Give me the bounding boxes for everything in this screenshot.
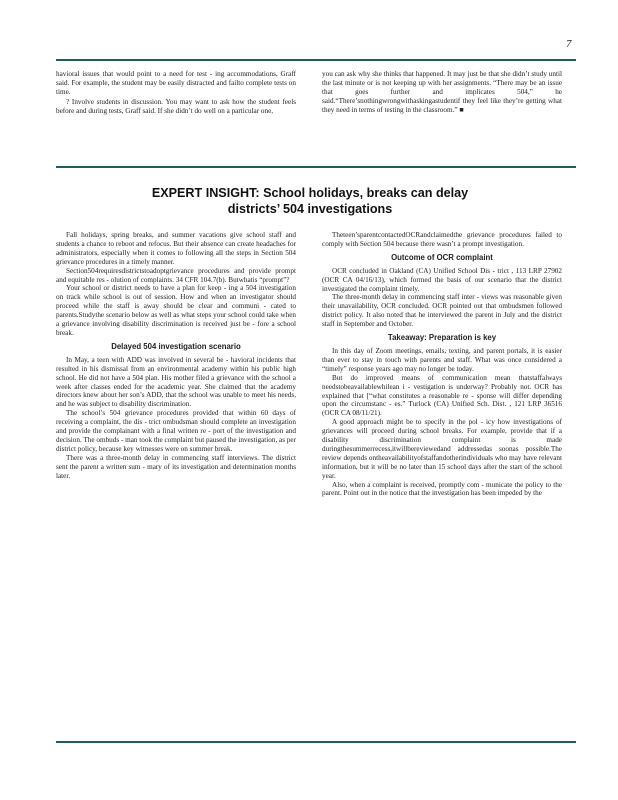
article-right-column — [322, 231, 562, 498]
body-paragraph: A good approach might be to specify in the pol - icy how investigations of grievances will proceed during school breaks. For example, provide that if a disability discrimination complaint is made duringthesummerrecess,itwillbereviewedand addressedas soonas possible.The review depends ontheavailabilityofstaffandotherindividuals who may have relevant information, but it will be no later than 15 school days after the start of the school year. — [322, 418, 562, 480]
body-paragraph: Your school or district needs to have a plan for keep - ing a 504 investigation on track while school is out of session. How and when an investigator should proceed while the staff is away should be clear and communi - cated to parents.Studythe scenario below as well as what steps your school could take when a grievance involving disability discrimination is received just be - fore a school break. — [56, 284, 296, 337]
page-number: 7 — [566, 38, 572, 50]
top-right-paragraph: you can ask why she thinks that happened. It may just be that she didn’t study until the last minute or is not keeping up with her assignments. “There may be an issue that goes further and implicates 504,” he said.“There’snothingwrongwithaskingastudentif they feel like they’re getting what they need in terms of testing in the classroom.” ■ — [322, 70, 562, 114]
section-heading: Outcome of OCR complaint — [391, 252, 493, 262]
article-title — [100, 186, 520, 217]
top-left-column — [56, 70, 296, 116]
section-rule — [56, 166, 576, 168]
body-paragraph: Theteen’sparentcontactedOCRandclaimedthe grievance procedures failed to comply with Section 504 because there wasn’t a prompt investigation. — [322, 231, 562, 248]
body-paragraph: The three-month delay in commencing staff inter - views was reasonable given their unavailability, OCR concluded. OCR pointed out that ombudsmen followed district policy. It also noted that he interviewed the parent in July and the district staff in September and October. — [322, 293, 562, 329]
body-paragraph: Section504requiresdistrictstoadoptgrievance procedures and provide prompt and equitable res - olution of complaints. 34 CFR 104.7(b). Butwhatis “prompt”? — [56, 266, 296, 284]
top-right-column — [322, 70, 562, 115]
top-left-paragraph: ? Involve students in discussion. You may want to ask how the student feels before and during tests, Graff said. If she didn’t do well on a particular one, — [56, 97, 296, 115]
body-paragraph: There was a three-month delay in commencing staff interviews. The district sent the parent a written sum - mary of its investigation and determination months later. — [56, 453, 296, 480]
body-paragraph: Also, when a complaint is received, promptly com - municate the policy to the parent. Point out in the notice that the investigation has been impeded by the — [322, 480, 562, 498]
body-paragraph: The school’s 504 grievance procedures provided that within 60 days of receiving a complaint, the dis - trict ombudsman should complete an investigation and provide the complainant with a final written re - port of the investigation and decision. The ombuds - man took the complaint but paused the investigation, as per district policy, because key witnesses were on summer break. — [56, 409, 297, 453]
body-paragraph: In May, a teen with ADD was involved in several be - havioral incidents that resulted in his dismissal from an environmental academy within his public high school. He did not have a 504 plan. His mother filed a grievance with the school a week after classes ended for the academic year. She claimed that the academy directors knew about her son’s ADD, that the school was unable to meet his needs, and he was subject to disability discrimination. — [56, 355, 296, 409]
top-left-paragraph: havioral issues that would point to a need for test - ing accommodations, Graff said. For example, the student may be easily distracted and failto complete tests on time. — [56, 70, 296, 96]
body-paragraph: Fall holidays, spring breaks, and summer vacations give school staff and students a chance to reboot and refocus. But their absence can create headaches for administrators, especially when it comes to following all the steps in Section 504 grievance procedures in a timely manner. — [56, 231, 296, 266]
bottom-rule — [56, 741, 576, 743]
top-rule — [56, 59, 576, 61]
article-title-line1: EXPERT INSIGHT: School holidays, breaks can delay — [151, 186, 469, 200]
body-paragraph: In this day of Zoom meetings, emails, texting, and parent portals, it is easier than ever to stay in touch with parents and staff. What was once considered a “timely” response years ago may no longer be today. — [322, 346, 562, 373]
article-left-column — [56, 231, 296, 480]
section-heading: Delayed 504 investigation scenario — [111, 341, 241, 351]
article-title-line2: districts’ 504 investigations — [227, 201, 393, 216]
section-heading: Takeaway: Preparation is key — [387, 333, 497, 343]
body-paragraph: OCR concluded in Oakland (CA) Unified School Dis - trict , 113 LRP 27902 (OCR CA 04/16/13), which formed the basis of our scenario that the district investigated the complaint timely. — [322, 266, 562, 293]
body-paragraph: But do improved means of communication mean thatstaffalways needstobeavailablewhilean i - vestigation is underway? Probably not. OCR has explained that [“what constitutes a reasonable re - sponse will differ depending upon the circumstanc - es.” Turlock (CA) Unified Sch. Dist. , 121 LRP 36516 (OCR CA 08/11/21). — [322, 373, 562, 418]
